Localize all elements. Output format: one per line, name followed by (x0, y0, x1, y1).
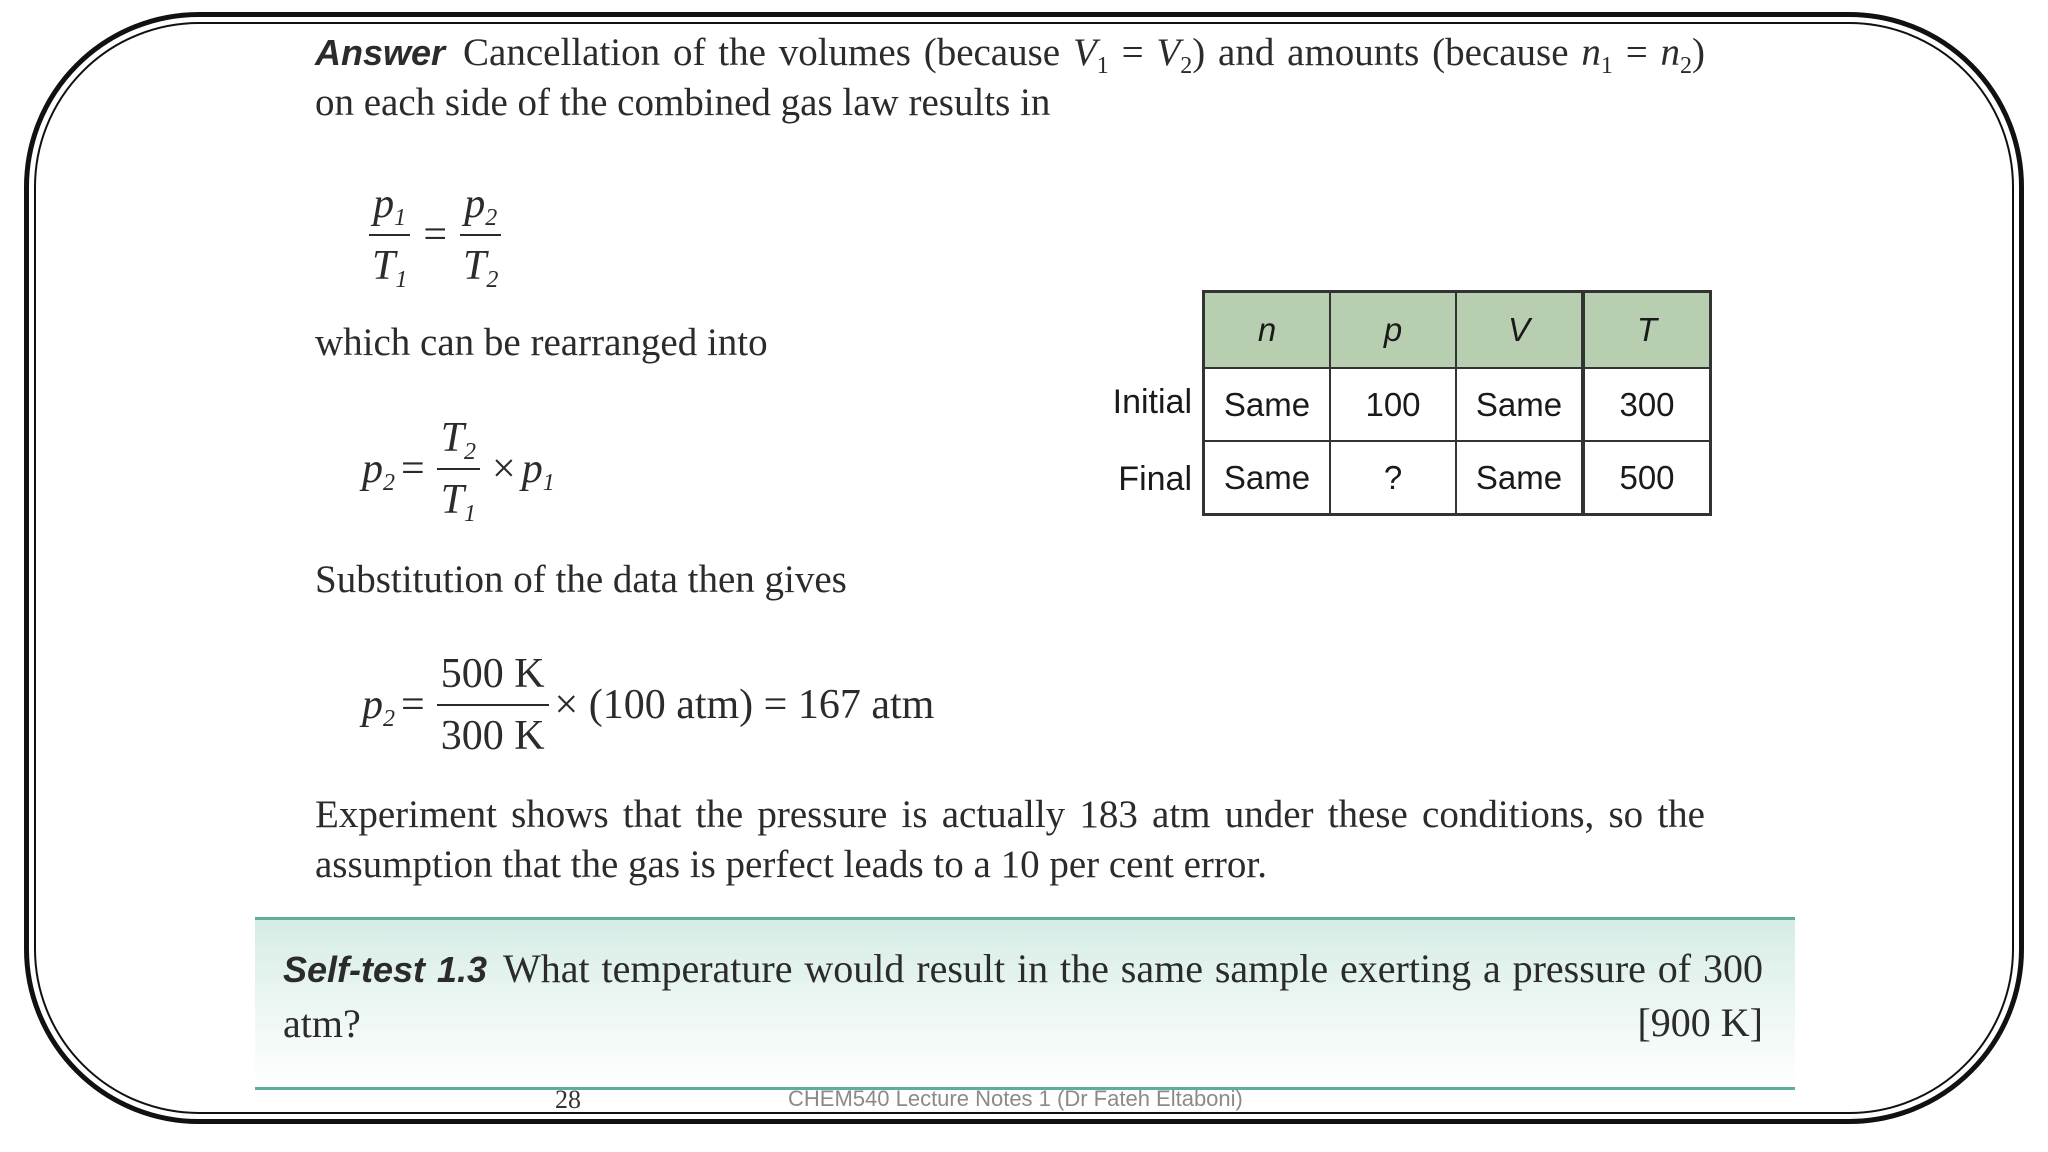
table-row (1204, 441, 1711, 515)
fraction-numerator: $T_2$ (437, 412, 480, 470)
table-cell: Same (1204, 441, 1331, 515)
n2-subscript: 2 (1680, 53, 1693, 79)
fraction-p1-t1 (368, 178, 411, 292)
header-v: V (1456, 292, 1583, 369)
times-sign: × (492, 446, 516, 492)
equals-sign: = (423, 212, 448, 258)
equals-sign: = (1108, 31, 1157, 74)
equation-rhs: $p_1$ (521, 446, 555, 496)
v1-symbol: V (1072, 31, 1097, 74)
experiment-paragraph: Experiment shows that the pressure is actually 183 atm under these conditions, so the assumption that the gas is perfect leads to a 10 per cent error. (315, 793, 1705, 886)
equation-p-over-t (362, 178, 508, 292)
rearranged-text: which can be rearranged into (315, 321, 768, 364)
self-test-label: Self-test 1.3 (283, 949, 487, 990)
fraction-p2-t2 (459, 178, 502, 292)
fraction-denominator: 300 K (440, 713, 545, 759)
v1-subscript: 1 (1096, 53, 1109, 79)
page-number: 28 (555, 1085, 581, 1114)
table-cell: Same (1456, 368, 1583, 441)
fraction-numerator: $p_2$ (460, 178, 501, 236)
equation-lhs: $p_2$ (362, 682, 395, 732)
fraction-denominator: $T_2$ (463, 243, 499, 293)
v2-symbol: V (1156, 31, 1181, 74)
equals-sign: = (401, 682, 425, 728)
row-label-final: Final (1118, 460, 1192, 498)
row-label-initial: Initial (1112, 383, 1192, 421)
self-test-answer: [900 K] (1637, 1000, 1763, 1045)
n-equals-sign: = (1612, 31, 1661, 74)
table-header-row (1204, 292, 1711, 369)
table-cell: ? (1330, 441, 1456, 515)
equation-p2-rearranged (362, 412, 555, 526)
table-cell: Same (1204, 368, 1331, 441)
equation-result: × (100 atm) = 167 atm (554, 682, 935, 728)
table-row (1204, 368, 1711, 441)
answer-text-b: ) and amounts (because (1192, 31, 1582, 74)
fraction-numerator: $p_1$ (369, 178, 410, 236)
self-test-question (283, 942, 1763, 1051)
table-cell: Same (1456, 441, 1583, 515)
header-t: T (1583, 292, 1711, 369)
answer-text-a: Cancellation of the volumes (because (463, 31, 1073, 74)
table-cell: 500 (1583, 441, 1711, 515)
substitution-text: Substitution of the data then gives (315, 558, 847, 601)
answer-text-c: ) on each side of the combined gas law results in (315, 31, 1706, 124)
equation-lhs: $p_2$ (362, 446, 395, 496)
table-cell: 100 (1330, 368, 1456, 441)
fraction-denominator: $T_1$ (440, 477, 477, 527)
self-test-box (255, 917, 1795, 1090)
equals-sign: = (401, 446, 425, 492)
answer-label: Answer (315, 32, 446, 73)
footer-text: CHEM540 Lecture Notes 1 (Dr Fateh Eltaboni) (788, 1086, 1243, 1111)
n2-symbol: n (1660, 31, 1681, 74)
equation-substitution (362, 648, 934, 762)
table-cell: 300 (1583, 368, 1711, 441)
fraction-t2-t1 (437, 412, 480, 526)
n1-symbol: n (1581, 31, 1601, 74)
fraction-denominator: $T_1$ (372, 243, 408, 293)
fraction-numerator: 500 K (437, 648, 549, 706)
v2-subscript: 2 (1180, 53, 1193, 79)
fraction-500k-300k (437, 648, 549, 762)
header-p: p (1330, 292, 1456, 369)
n1-subscript: 1 (1600, 53, 1613, 79)
header-n: n (1204, 292, 1331, 369)
answer-paragraph (315, 28, 1705, 128)
self-test-question-text: What temperature would result in the same sample exerting a pressure of 300 atm? (283, 946, 1763, 1046)
gas-data-table (1202, 290, 1712, 516)
